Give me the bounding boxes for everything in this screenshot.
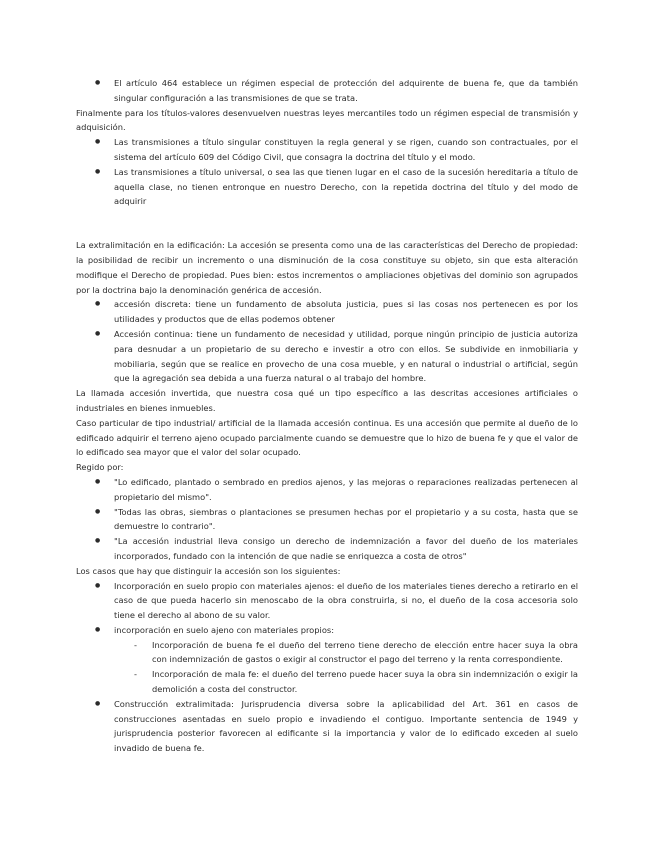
casos-bullet-list [76, 579, 578, 757]
list-item: ● "Lo edificado, plantado o sembrado en predios ajenos, y las mejoras o reparaciones realizadas pertenecen al propietario del mismo". [76, 475, 578, 505]
paragraph-finalmente: Finalmente para los títulos-valores desenvuelven nuestras leyes mercantiles todo un régimen especial de transmisión y adquisición. [76, 107, 578, 133]
intro-bullet-list [76, 76, 578, 106]
paragraph-casos: Los casos que hay que distinguir la accesión son los siguientes: [76, 565, 341, 576]
transmission-bullet-list [76, 135, 578, 209]
list-item: ● accesión discreta: tiene un fundamento de absoluta justicia, pues si las cosas nos pertenecen es por los utilidades y productos que de ellas podemos obtener [76, 297, 578, 327]
list-item: ● Accesión continua: tiene un fundamento de necesidad y utilidad, porque ningún principio de justicia autoriza para desnudar a un propietario de su derecho e investir a otro con ellos. Se subdivide en inmobiliaria y mobiliaria, según que se realice en provecho de una cosa mueble, y en natural o industrial o artificial, según que la agregación sea debida a una fuerza natural o al trabajo del hombre. [76, 327, 578, 386]
paragraph-regido: Regido por: [76, 462, 124, 473]
sub-list-item: - Incorporación de mala fe: el dueño del terreno puede hacer suya la obra sin indemnización o exigir la demolición a costa del constructor. [134, 667, 578, 697]
list-item: ● Las transmisiones a título singular constituyen la regla general y se rigen, cuando son contractuales, por el sistema del artículo 609 del Código Civil, que consagra la doctrina del título y el modo. [76, 135, 578, 165]
list-item [76, 623, 578, 697]
list-item: ● El artículo 464 establece un régimen especial de protección del adquirente de buena fe, que da también singular configuración a las transmisiones de que se trata. [76, 76, 578, 106]
sub-bullet-list [114, 638, 578, 697]
list-item: ● Incorporación en suelo propio con materiales ajenos: el dueño de los materiales tienes derecho a retirarlo en el caso de que pueda hacerlo sin menoscabo de la obra construirla, si no, el dueño de la cosa accesoria solo tiene el derecho al abono de su valor. [76, 579, 578, 623]
accesion-bullet-list [76, 297, 578, 386]
spacer [76, 209, 578, 238]
list-item: ● Construcción extralimitada: Jurisprudencia diversa sobre la aplicabilidad del Art. 361 en casos de construcciones asentadas en suelo propio e invadiendo el contiguo. Importante sentencia de 1949 y jurisprudencia posterior favorecen al edificante si la importancia y valor de lo edificado exceden al suelo invadido de buena fe. [76, 697, 578, 756]
paragraph-accesion-invertida: La llamada accesión invertida, que nuestra cosa qué un tipo específico a las descritas accesiones artificiales o industriales en bienes inmuebles. [76, 388, 578, 413]
sub-list-item: - Incorporación de buena fe el dueño del terreno tiene derecho de elección entre hacer suya la obra con indemnización de gastos o exigir al constructor el pago del terreno y la renta correspondiente. [134, 638, 578, 668]
list-item-text: incorporación en suelo ajeno con materiales propios: [114, 624, 335, 635]
document-body [76, 76, 578, 756]
paragraph-extralimitacion: La extralimitación en la edificación: La accesión se presenta como una de las características del Derecho de propiedad: la posibilidad de recibir un incremento o una disminución de la cosa constituye su objeto, sin que esta alteración modifique el Derecho de propiedad. Pues bien: estos incrementos o ampliaciones objetivas del dominio son agrupados por la doctrina bajo la denominación genérica de accesión. [76, 240, 578, 295]
list-item: ● "Todas las obras, siembras o plantaciones se presumen hechas por el propietario y a su costa, hasta que se demuestre lo contrario". [76, 505, 578, 535]
list-item: ● "La accesión industrial lleva consigo un derecho de indemnización a favor del dueño de los materiales incorporados, fundado con la intención de que nadie se enriquezca a costa de otros" [76, 534, 578, 564]
list-item: ● Las transmisiones a título universal, o sea las que tienen lugar en el caso de la sucesión hereditaria a título de aquella clase, no tienen entronque en nuestro Derecho, con la repetida doctrina del título y del modo de adquirir [76, 165, 578, 209]
regido-bullet-list [76, 475, 578, 564]
paragraph-caso-particular: Caso particular de tipo industrial/ artificial de la llamada accesión continua. Es una accesión que permite al dueño de lo edificado adquirir el terreno ajeno ocupado parcialmente cuando se demuestre que lo hizo de buena fe y que el valor de lo edificado sea mayor que el valor del solar ocupado. [76, 417, 578, 458]
